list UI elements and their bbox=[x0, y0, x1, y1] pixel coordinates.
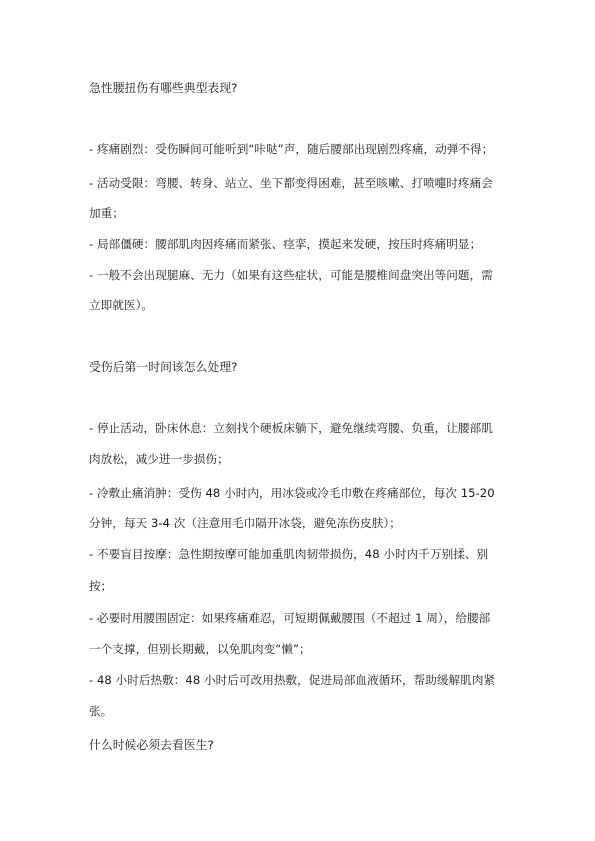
list-item-heat-compress: - 48 小时后热敷：48 小时后可改用热敷，促进局部血液循环，帮助缓解肌肉紧 bbox=[89, 673, 496, 687]
list-item-no-numbness-cont: 立即就医）。 bbox=[89, 298, 154, 312]
list-item-lumbar-support-cont: 一个支撑，但别长期戴，以免肌肉变“懒”； bbox=[89, 642, 311, 656]
list-item-limited-movement-cont: 加重； bbox=[89, 206, 124, 220]
list-item-stiffness: - 局部僵硬：腰部肌肉因疼痛而紧张、痉挛，摸起来发硬，按压时疼痛明显； bbox=[89, 237, 482, 251]
list-item-no-massage-cont: 按； bbox=[89, 579, 113, 593]
list-item-cold-compress: - 冷敷止痛消肿：受伤 48 小时内，用冰袋或冷毛巾敷在疼痛部位，每次 15-20 bbox=[89, 486, 495, 500]
section-heading-symptoms: 急性腰扭伤有哪些典型表现? bbox=[89, 81, 238, 95]
section-heading-first-aid: 受伤后第一时间该怎么处理? bbox=[89, 360, 238, 374]
list-item-no-numbness: - 一般不会出现腿麻、无力（如果有这些症状，可能是腰椎间盘突出等问题，需 bbox=[89, 268, 493, 282]
list-item-rest: - 停止活动，卧床休息：立刻找个硬板床躺下，避免继续弯腰、负重，让腰部肌 bbox=[89, 421, 493, 435]
list-item-pain: - 疼痛剧烈：受伤瞬间可能听到“咔哒”声，随后腰部出现剧烈疼痛，动弹不得； bbox=[89, 142, 494, 156]
section-heading-see-doctor: 什么时候必须去看医生? bbox=[89, 738, 214, 752]
list-item-lumbar-support: - 必要时用腰围固定：如果疼痛难忍，可短期佩戴腰围（不超过 1 周），给腰部 bbox=[89, 611, 491, 625]
list-item-rest-cont: 肉放松，减少进一步损伤； bbox=[89, 452, 229, 466]
list-item-cold-compress-cont: 分钟，每天 3-4 次（注意用毛巾隔开冰袋，避免冻伤皮肤）； bbox=[89, 516, 401, 530]
list-item-no-massage: - 不要盲目按摩：急性期按摩可能加重肌肉韧带损伤，48 小时内千万别揉、别 bbox=[89, 547, 489, 561]
list-item-heat-compress-cont: 张。 bbox=[89, 704, 113, 718]
list-item-limited-movement: - 活动受限：弯腰、转身、站立、坐下都变得困难，甚至咳嗽、打喷嚏时疼痛会 bbox=[89, 176, 493, 190]
